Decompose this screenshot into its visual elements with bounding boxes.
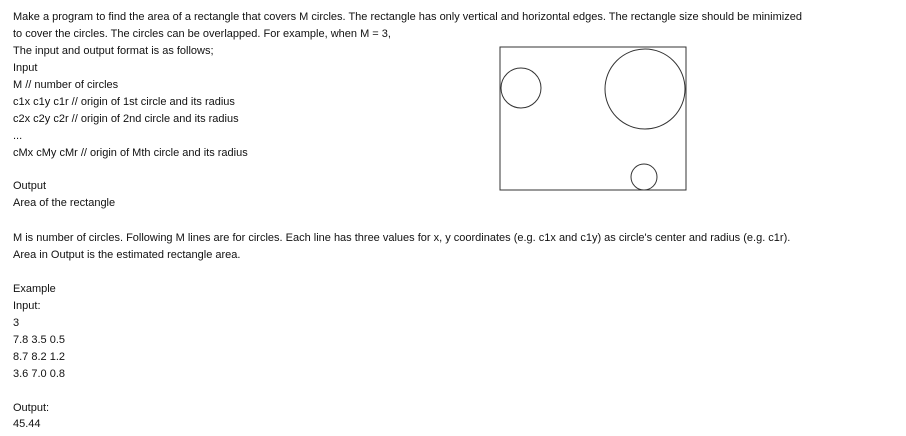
intro-line-1: Make a program to find the area of a rectangle that covers M circles. The rectangle has only vertical and horizontal edges. The rectangle size should be minimized [13,11,802,23]
circle-small-bottom [631,164,657,190]
input-format-line: cMx cMy cMr // origin of Mth circle and its radius [13,147,248,159]
example-input-line: 7.8 3.5 0.5 [13,334,65,346]
circle-small-left [501,68,541,108]
circle-large-right [605,49,685,129]
bounding-rectangle [500,47,686,190]
example-input-label: Input: [13,300,41,312]
output-format-line: Area of the rectangle [13,197,116,209]
input-format-line: c2x c2y c2r // origin of 2nd circle and its radius [13,113,239,125]
example-input-line: 3 [13,317,20,329]
intro-line-3: The input and output format is as follows; [13,45,214,57]
input-format-line: c1x c1y c1r // origin of 1st circle and its radius [13,96,235,108]
example-input-line: 3.6 7.0 0.8 [13,368,65,380]
input-format-ellipsis: ... [13,130,23,142]
input-format-line: M // number of circles [13,79,119,91]
explanation-line-2: Area in Output is the estimated rectangle area. [13,249,241,261]
circles-rectangle-figure [499,46,689,193]
example-output-label: Output: [13,402,50,414]
example-heading: Example [13,283,56,295]
example-output-value: 45.44 [13,418,41,430]
explanation-line-1: M is number of circles. Following M lines are for circles. Each line has three values for x, y coordinates (e.g. c1x and c1y) as circle's center and radius (e.g. c1r). [13,232,791,244]
output-heading: Output [13,180,47,192]
example-input-line: 8.7 8.2 1.2 [13,351,65,363]
intro-line-2: to cover the circles. The circles can be overlapped. For example, when M = 3, [13,28,391,40]
input-heading: Input [13,62,38,74]
